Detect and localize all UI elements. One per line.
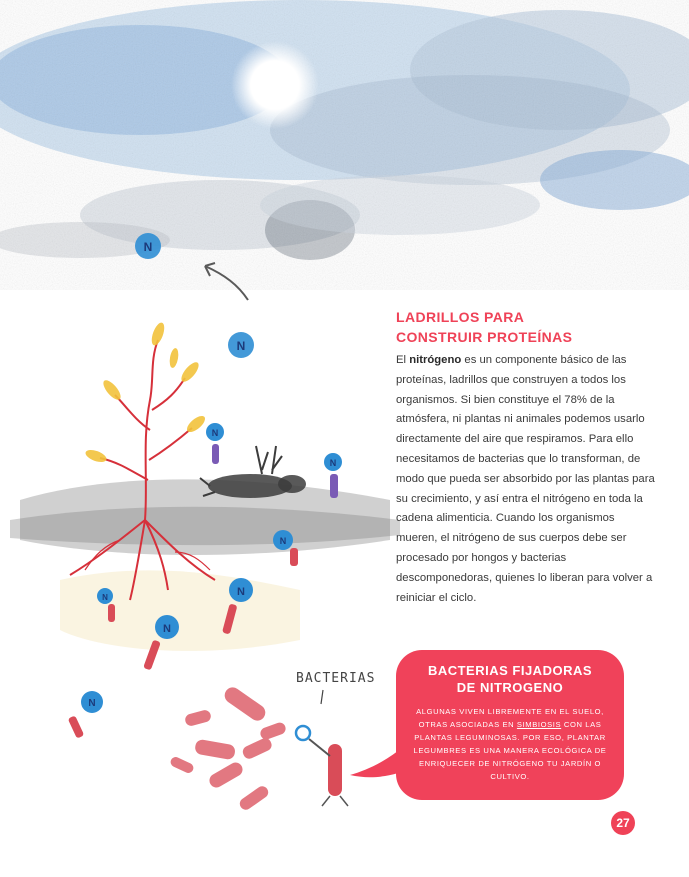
- nitrogen-atom-icon: [273, 530, 293, 550]
- plant: [70, 340, 215, 600]
- article-title-line-1: LADRILLOS PARA: [396, 309, 525, 325]
- svg-text:N: N: [88, 698, 96, 709]
- svg-text:N: N: [163, 623, 171, 635]
- callout-text: [406, 705, 614, 783]
- svg-text:N: N: [211, 428, 219, 438]
- article: [396, 307, 658, 608]
- svg-text:N: N: [236, 339, 246, 353]
- sky: [0, 0, 689, 290]
- nitrogen-atom-icon: [155, 615, 179, 639]
- callout-bubble: [396, 650, 624, 800]
- nitrogen-atom-icon: [206, 423, 224, 441]
- sun: [231, 41, 319, 129]
- label-pointer: [321, 690, 323, 704]
- article-body: [396, 351, 658, 608]
- nitrogen-atom-icon: [324, 453, 342, 471]
- callout-text-part-1: ALGUNAS VIVEN LIBREMENTE EN EL SUELO, OTRAS ASOCIADAS EN: [416, 707, 604, 729]
- callout-title: [396, 662, 624, 696]
- nitrogen-atom-icon: [97, 588, 113, 604]
- bacteria-cluster: [169, 684, 287, 812]
- scientist-bacterium: [296, 726, 348, 806]
- svg-text:N: N: [329, 458, 337, 468]
- article-title: [396, 307, 658, 347]
- nitrogen-atom-icon: [135, 233, 161, 259]
- article-text-rest: es un componente básico de las proteínas, ladrillos que construyen a todos los organismos. Si bien constituye el 78% de la atmósfera, ni plantas ni animales podemos usarlo directamente del aire que respiramos. Para ello necesitamos de bacterias que lo transforman, de modo que pueda ser absorbido por las plantas para su crecimiento, y así entra el nitrógeno en toda la cadena alimenticia. Cuando los organismos mueren, el nitrógeno de sus cuerpos debe ser procesado por hongos y bacterias descomponedoras, quienes lo liberan para volver a reiniciar el ciclo.: [396, 354, 655, 604]
- callout-text-part-2: CON LAS PLANTAS LEGUMINOSAS. POR ESO, PLANTAR LEGUMBRES ES UNA MANERA ECOLÓGICA DE ENRIQUECER DE NITRÓGENO TU JARDÍN O CULTIVO.: [413, 720, 607, 781]
- nitrogen-atom-icon: [228, 332, 254, 358]
- page-number: 27: [611, 811, 635, 835]
- nitrogen-atom-icon: [229, 578, 253, 602]
- callout-title-line-2: DE NITROGENO: [456, 680, 564, 695]
- svg-text:N: N: [237, 586, 245, 598]
- glossary-link-simbiosis[interactable]: SIMBIOSIS: [516, 720, 562, 729]
- article-text-start: El: [396, 354, 410, 366]
- svg-text:N: N: [143, 240, 153, 254]
- callout-title-line-1: BACTERIAS FIJADORAS: [427, 663, 593, 678]
- article-title-line-2: CONSTRUIR PROTEÍNAS: [396, 329, 573, 345]
- bacteria-label: BACTERIAS: [296, 671, 376, 686]
- keyword-nitrogen: nitrógeno: [409, 354, 462, 366]
- nitrogen-atom-icon: [81, 691, 103, 713]
- svg-text:N: N: [279, 536, 287, 546]
- svg-text:N: N: [102, 593, 108, 602]
